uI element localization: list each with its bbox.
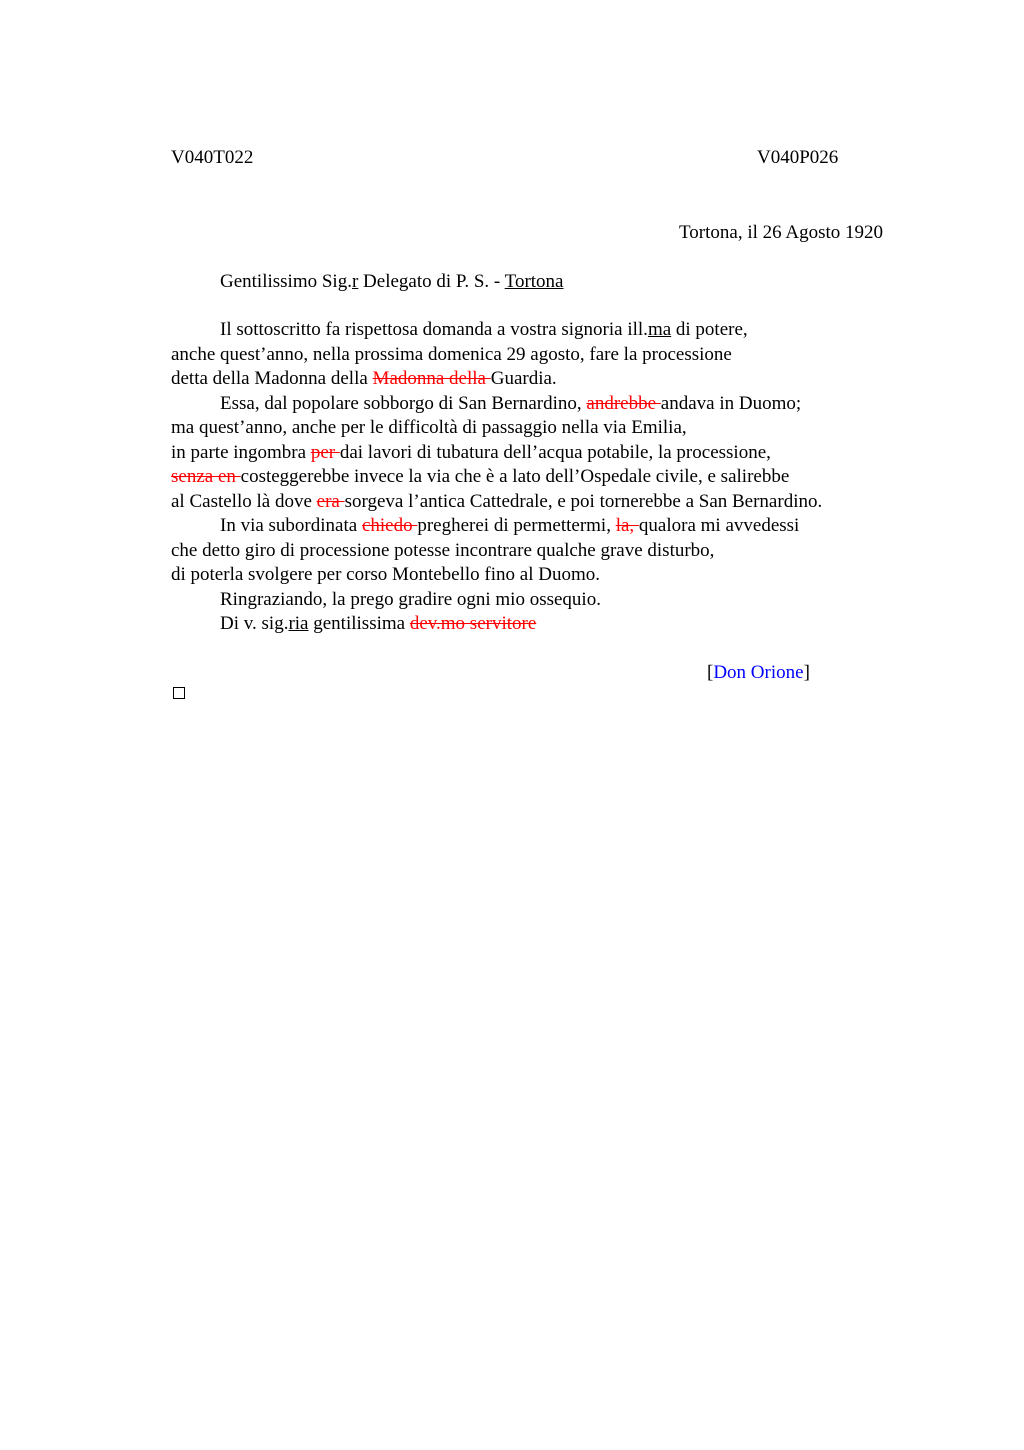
text-run: in parte ingombra — [171, 441, 311, 463]
text-run: Di v. sig. — [220, 613, 289, 634]
salutation-abbr: r — [351, 271, 359, 292]
salutation-middle: Delegato di P. S. - — [358, 271, 505, 292]
text-run: sorgeva l’antica Cattedrale, e poi tornerebbe a San Bernardino. — [344, 490, 823, 512]
signature-open-bracket: [ — [707, 662, 714, 683]
body-line — [220, 318, 748, 342]
text-run: al Castello là dove — [171, 490, 317, 512]
deleted-text: era — [316, 490, 345, 512]
signature-close-bracket: ] — [803, 662, 810, 683]
body-line — [220, 514, 799, 538]
document-code-left: V040T022 — [171, 147, 254, 168]
body-line — [220, 392, 801, 416]
deleted-text: per — [310, 441, 340, 463]
abbreviation: ma — [647, 319, 672, 340]
deleted-text: Madonna della — [372, 368, 491, 389]
body-line: Ringraziando, la prego gradire ogni mio ossequio. — [220, 588, 601, 610]
body-line: ma quest’anno, anche per le difficoltà di passaggio nella via Emilia, — [171, 417, 687, 438]
deleted-text: chiedo — [361, 515, 418, 536]
document-code-right: V040P026 — [757, 147, 839, 168]
salutation-place: Tortona — [504, 271, 564, 292]
text-run: Il sottoscritto fa rispettosa domanda a vostra signoria ill. — [220, 319, 648, 340]
text-run: Guardia. — [490, 368, 557, 389]
body-line: che detto giro di processione potesse incontrare qualche grave disturbo, — [171, 539, 715, 561]
salutation-prefix: Gentilissimo Sig. — [220, 271, 352, 292]
body-line — [171, 490, 822, 514]
body-line — [171, 367, 557, 391]
text-run: pregherei di permettermi, — [417, 515, 616, 536]
text-run: di potere, — [671, 319, 748, 340]
text-run: costeggerebbe invece la via che è a lato dell’Ospedale civile, e salirebbe — [240, 466, 790, 487]
deleted-text: andrebbe — [586, 392, 661, 414]
text-run: dai lavori di tubatura dell’acqua potabile, la processione, — [339, 441, 771, 463]
text-run: Essa, dal popolare sobborgo di San Bernardino, — [220, 392, 587, 414]
salutation — [220, 270, 564, 294]
abbreviation: ria — [288, 613, 309, 634]
body-line: di poterla svolgere per corso Montebello fino al Duomo. — [171, 564, 600, 585]
body-line — [220, 612, 536, 636]
text-run: gentilissima — [308, 613, 410, 634]
deleted-text: dev.mo servitore — [409, 613, 537, 634]
text-run: In via subordinata — [220, 515, 362, 536]
empty-square-icon — [173, 687, 185, 699]
signature-name: Don Orione — [713, 662, 804, 683]
text-run: qualora mi avvedessi — [638, 515, 800, 536]
body-line: anche quest’anno, nella prossima domenica 29 agosto, fare la processione — [171, 343, 732, 365]
text-run: detta della Madonna della — [171, 368, 373, 389]
body-line — [171, 441, 771, 465]
deleted-text: senza en — [171, 466, 241, 487]
deleted-text: la, — [615, 515, 639, 536]
text-run: andava in Duomo; — [660, 392, 802, 414]
dateline: Tortona, il 26 Agosto 1920 — [679, 222, 883, 243]
signature — [707, 661, 810, 685]
body-line — [171, 465, 789, 489]
